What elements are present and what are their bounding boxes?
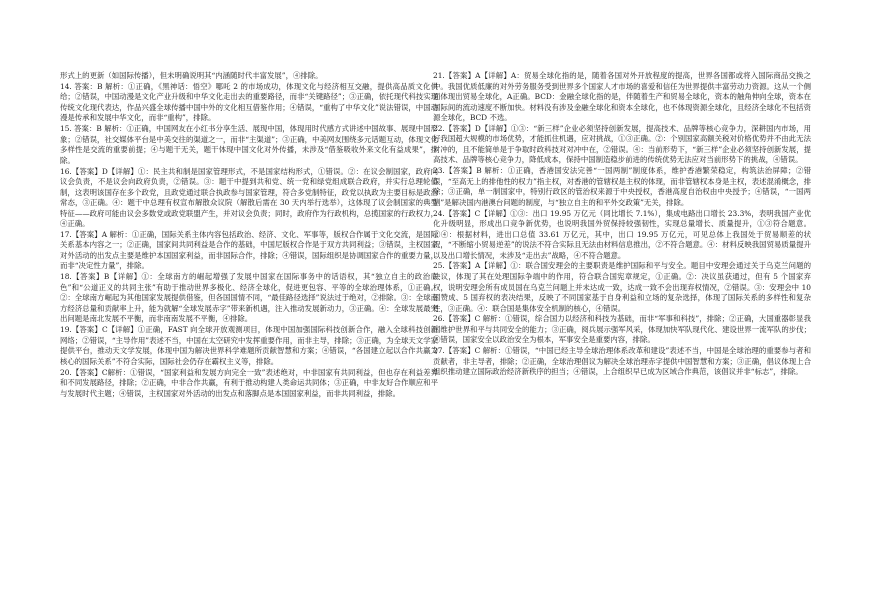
answer-23: 23.【答案】B 解析：①正确，香港国安法完善“一国两制”制度体系，维护香港繁荣稳定，构筑法治屏障；②错误，“至高无上的排他性的权力”指主权，对香港的管辖权是主权的体现，而非管辖权本身是主权，表述混淆概念，排除；③正确，单一制国家中，特别行政区的管治权来源于中央授权，香港高度自治权由中央授予；④错误，“一国两制”是解决国内港澳台问题的制度，与“独立自主的和平外交政策”无关，排除。 [433,166,811,207]
answer-15: 15. 答案：B 解析：①正确，中国网友在小红书分享生活、展现中国，体现用时代感方式讲述中国故事、展现中国形象；②错误，社交媒体平台是中美交往的渠道之一，而非“主渠道”；③正确，中美网友围绕多元话题互动，体现文化多样性是交流的重要前提；④与题干无关，题干体现中国文化对外传播，未涉及“借鉴吸收外来文化有益成果”，排除。 [60,124,438,165]
paragraph-continuation: 形式上的更新（如国际传播），但未明确说明其“内涵随时代丰富发展”，④排除。 [60,71,323,80]
answer-19: 19.【答案】C【详解】①正确，FAST 向全球开放观测项目，体现中国加强国际科技创新合作，融入全球科技创新网络；②错误，“主导作用”表述不当，中国在太空研究中发挥重要作用，而非主导，排除；③正确，为全球天文学家提供平台，推动天文学发展，体现中国为解决世界科学难题所贡献智慧和方案；④错误，“各国建立起以合作共赢为核心的国际关系”不符合实际，国际社会仍存在霸权主义等，排除。 [60,325,438,366]
answer-14: 14. 答案：B 解析：①正确，《黑神话：悟空》哪吒 2 的市场成功，体现文化与经济相互交融，提供高品质文化供给；②错误，中国动漫是文化产业升级和中华文化走出去的重要路径，而非“关键路径”；③正确，依托现代科技实现传统文化现代表达，作品兴盛全球传播中国中外的文化相互借鉴作用；④错误，“重构了中华文化”说法错误，中国动漫是传承和发展中华文化，而非“重构”，排除。 [60,81,438,123]
right-column [433,71,811,571]
answer-20: 20.【答案】C解析：①错误，“国家利益和发展方向完全一致”表述绝对，中非国家有共同利益，但也存在利益差异和不同发展路径，排除；②正确，中非合作共赢，有利于推动构建人类命运共同体；③正确，中非友好合作顺应和平与发展时代主题；④错误，主权国家对外活动的出发点和落脚点是本国国家利益，而非共同利益，排除。 [60,367,438,398]
answer-26: 26.【答案】C 解析：①错误，综合国力以经济和科技为基础，而非“军事和科技”，排除；②正确，大国重器彰显我国维护世界和平与共同安全的能力；③正确，阅兵展示强军风采，体现加快军队现代化、建设世界一流军队的步伐；④错误，国家安全以政治安全为根本，军事安全是重要内容，排除。 [433,314,811,345]
answer-17: 17.【答案】A 解析：①正确，国际关系主体内容包括政治、经济、文化、军事等，版权合作属于文化交流，是国际关系基本内容之一；②正确，国家间共同利益是合作的基础，中国尼版权合作是于双方共同利益；③错误，主权国家对外活动的出发点主要是维护本国国家利益，而非国际合作，排除；④错误，国际组织是协调国家合作的重要力量，而非“决定性力量”，排除。 [60,229,438,271]
answer-21: 21.【答案】A【详解】A：贸易全球化指的是，随着各国对外开放程度的提高，世界各国都或将入国际商品交换之中。我国优质低廉的对外劳务服务受到世界多个国家人才市场的喜爱和信任为世界提供丰富劳动力资源。这从一个侧面体现出贸易全球化，A正确。BCD：金融全球化指的是，伴随着生产和贸易全球化，资本的触角伸向全球，资本在国际间的流动速度不断加快。材料没有涉及金融全球化和资本全球化，也不体现资源全球化，且经济全球化不包括资源全球化，BCD 不选。 [433,71,811,123]
left-column [60,71,438,571]
answer-25: 25.【答案】A【详解】①：联合国安理会的主要职责是维护国际和平与安全。题目中安理会通过关于乌克兰问题的决议，体现了其在处理国际争端中的作用，符合联合国宪章规定，①正确。②：决议虽获通过，但有 5 个国家弃权，说明安理会所有成员国在乌克兰问题上并未达成一致，达成一致不会出现弃权情况，②错误。③：安理会中 10 国赞成、5 国弃权的表决结果，反映了不同国家基于自身利益和立场的复杂选择，体现了国际关系的多样性和复杂性，③正确。④：联合国是集体安全机制的核心，④错误。 [433,261,811,313]
answer-18: 18.【答案】B【详解】①：全球南方的崛起增强了发展中国家在国际事务中的话语权，其“独立自主的政治底色”和“公道正义的共同主张”有助于推动世界多极化、经济全球化，促进更包容、平等的全球治理体系，①正确。②：全球南方崛起为其他国家发展提供借鉴，但各国国情不同，“最佳路径选择”说法过于绝对，②排除。③：全球南方经济总量和贡献率上升，能为就解“全球发展赤字”带来新机遇，注入推动发展新动力，③正确。④：全球发展最突出问题是南北发展不平衡，而非南南发展不平衡，④排除。 [60,272,438,324]
answer-27: 27.【答案】C 解析：①错误，“中国已经主导全球治理体系改革和建设”表述不当，中国是全球治理的重要参与者和贡献者，非主导者，排除；②正确，全球治理倡议为解决全球治理赤字提供中国智慧和方案；③正确，倡议体现上合组织推动建立国际政治经济新秩序的担当；④错误，上合组织早已成为区域合作典范，该倡议并非“标志”，排除。 [433,346,811,377]
answer-24: 24.【答案】C【详解】①③：出口 19.95 万亿元（同比增长 7.1%），集成电路出口增长 23.3%，表明我国产业优化升级明显，形成出口竞争新优势，也说明我国外贸保持较强韧性，实现总量增长、质量提升，①③符合题意。②④：根据材料，进出口总值 33.61 万亿元，其中，出口 19.95 万亿元，可见总体上我国处于贸易顺差的状况，“不断缩小贸易逆差”的说法不符合实际且无法由材料信息推出，②不符合题意。④：材料反映我国贸易质量提升以及出口增长情况，未涉及“走出去”战略，④不符合题意。 [433,208,811,260]
answer-16: 16.【答案】D【详解】①：民主共和制是国家管理形式，不是国家结构形式，①错误。②：在议会制国家，政府向议会负责，不是议会向政府负责，②错误。③：题干中提到共和党、统一党和绿党组成联合政府，并实行总理轮值制，这表明该国存在多个政党，且政党通过联合执政参与国家管理，符合多党制特征，政党以执政为主要目标是政治常态，③正确。④：题干中总理有权宣布解散众议院（解散后需在 30 天内举行选举），这体现了议会制国家的典型特征——政府可能由议会多数党或政党联盟产生，并对议会负责；同时，政府作为行政机构，总揽国家的行政权力，④正确。 [60,166,438,229]
answer-22: 22.【答案】D【详解】①③：“新三样”企业必须坚持创新发展，提高技术、品牌等核心竞争力，深耕国内市场，用好我国超大规模的市场优势，才能抓住机遇，应对挑战，①③正确。②：个别国家高额关税对价格优势并不由此无法对冲的，且不能简单是于争取时政科技对对冲中在，②错误。④：当前形势下，“新三样”企业必须坚持创新发展，提高技术、品牌等核心竞争力，降低成本，保持中国制造稳步前进的传统优势无法应对当前形势下的挑战，④错误。 [433,123,811,165]
